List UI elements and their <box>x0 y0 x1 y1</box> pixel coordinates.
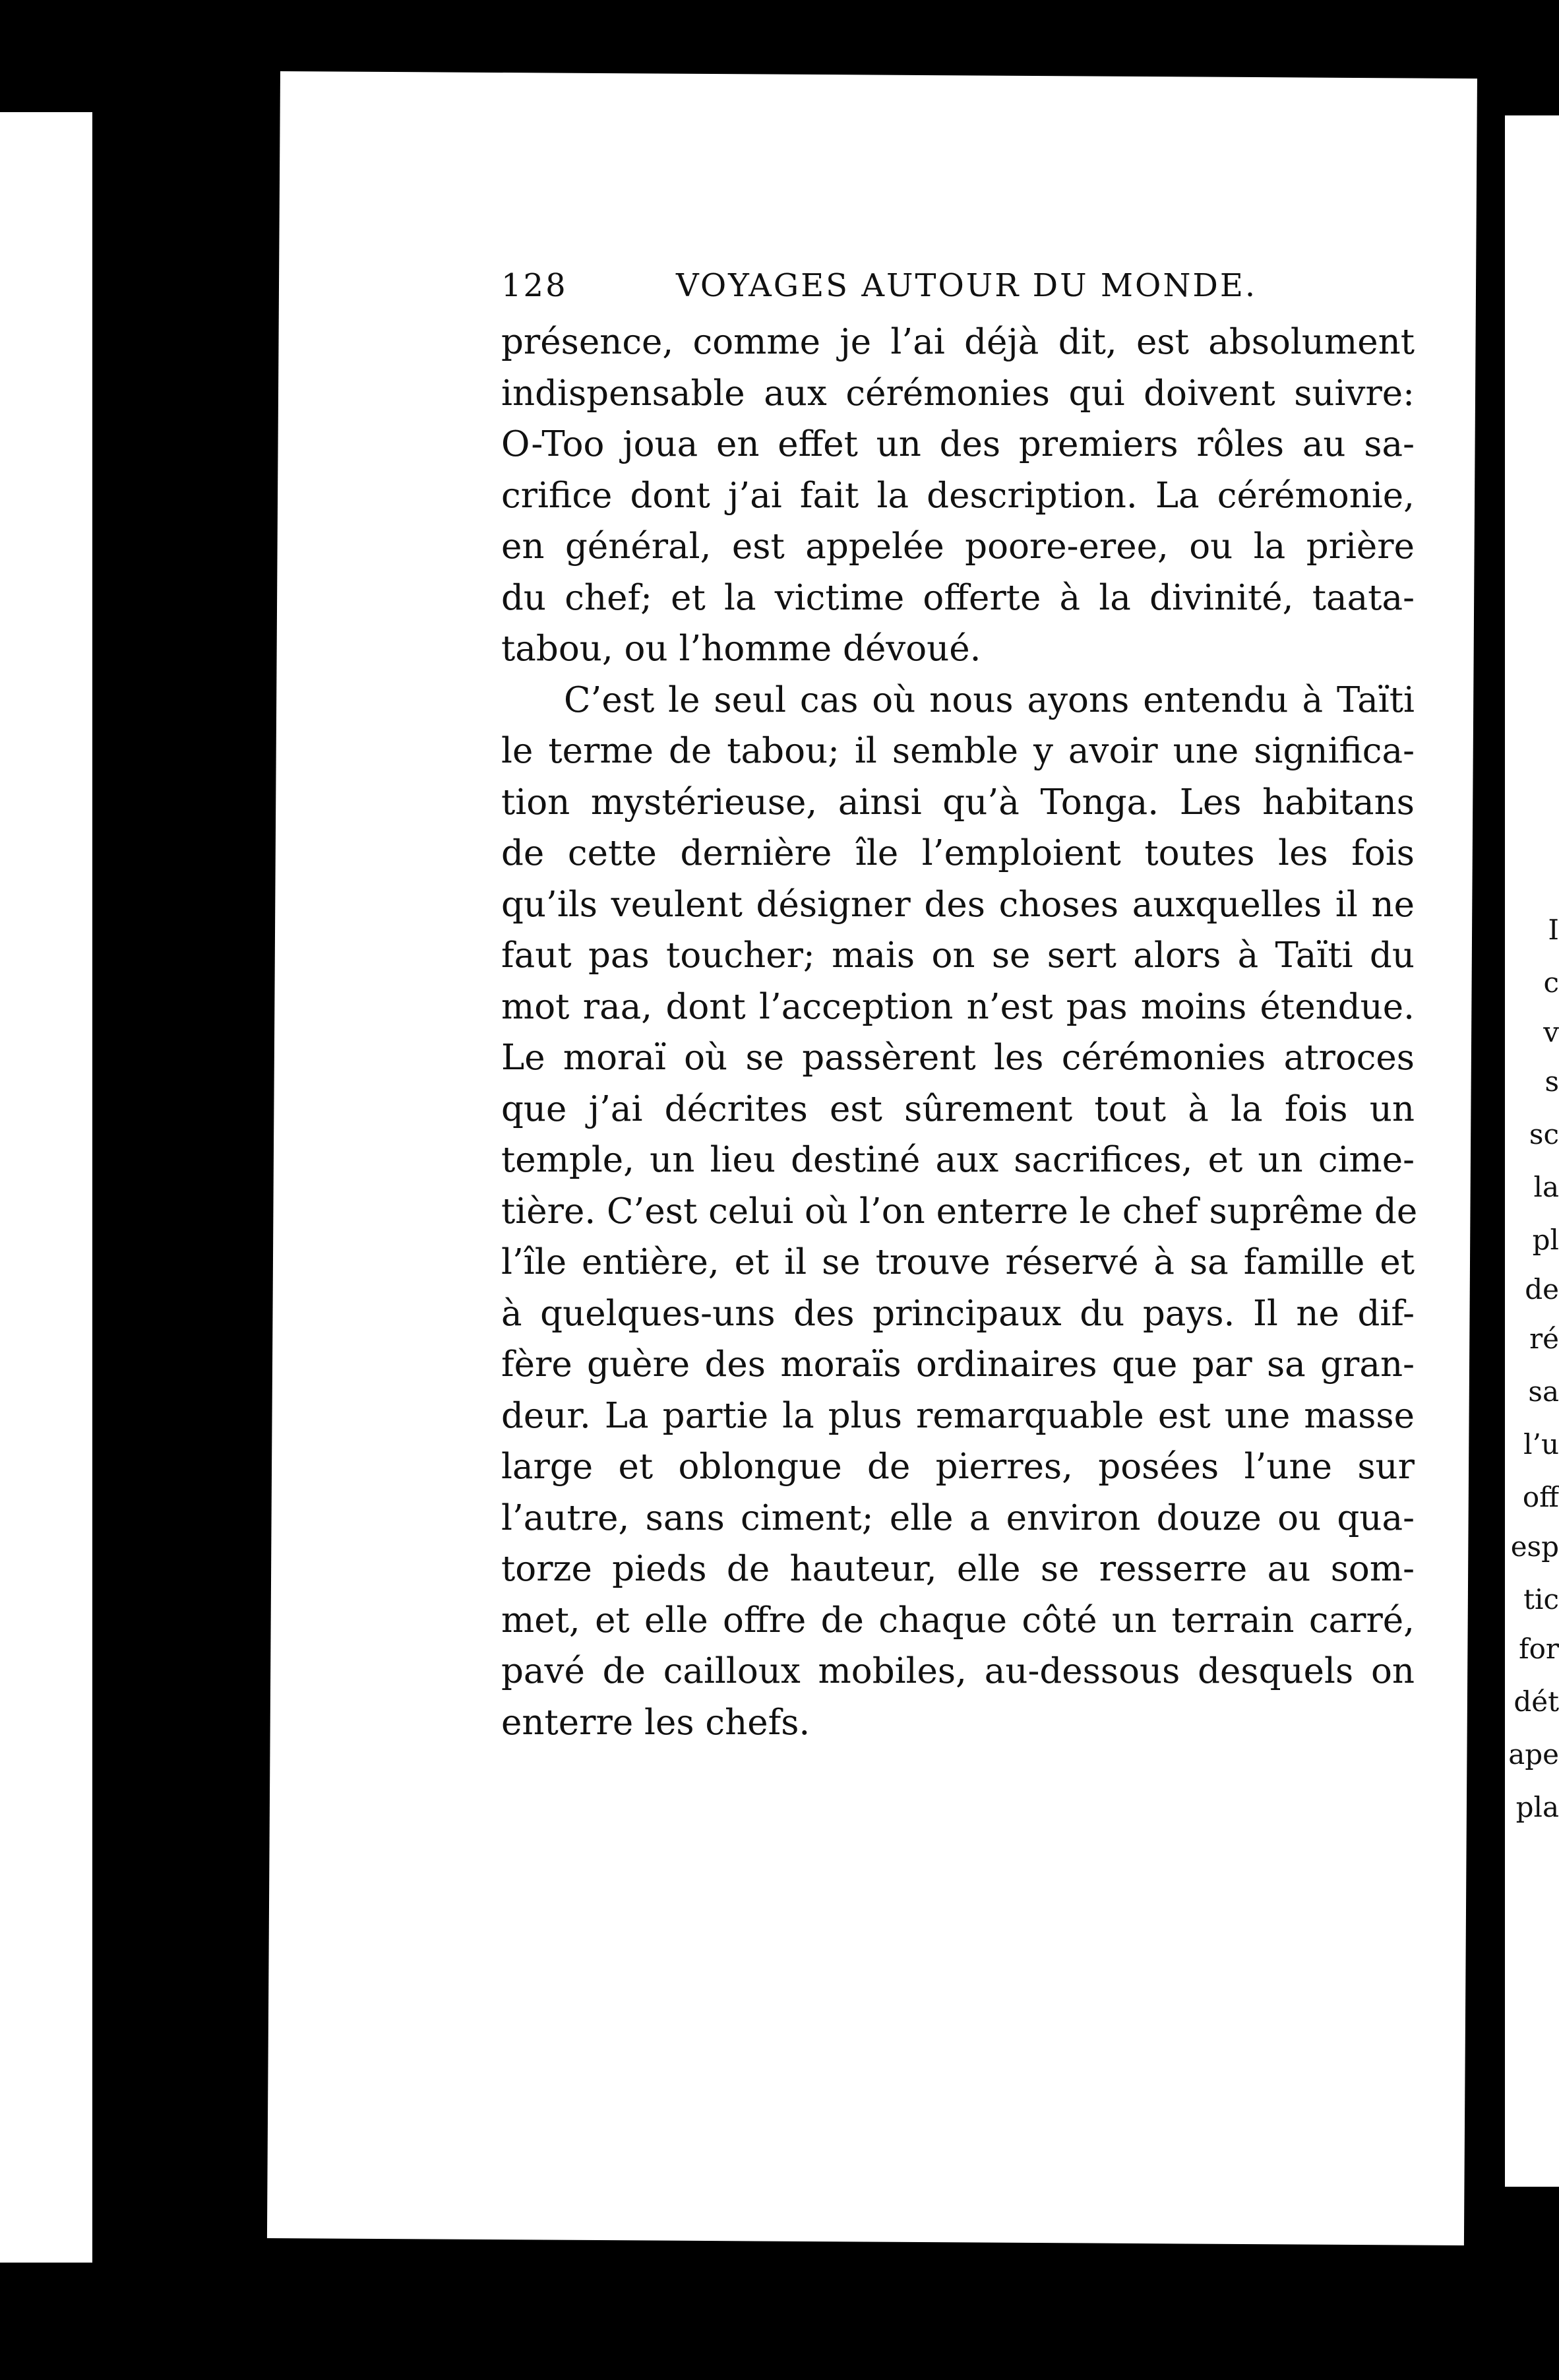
text-line: l’autre, sans ciment; elle a environ douze ou qua- <box>501 1497 1415 1538</box>
text-line: faut pas toucher; mais on se sert alors à Taïti du <box>501 935 1415 976</box>
previous-page-edge <box>0 112 92 2263</box>
text-line: tière. C’est celui où l’on enterre le chef suprême de <box>501 1191 1418 1232</box>
next-page-fragment: off <box>1522 1481 1559 1513</box>
text-line: indispensable aux cérémonies qui doivent suivre: <box>501 373 1415 414</box>
text-line: présence, comme je l’ai déjà dit, est absolument <box>501 322 1415 362</box>
text-line: large et oblongue de pierres, posées l’une sur <box>501 1447 1415 1487</box>
page-number: 128 <box>501 267 568 304</box>
next-page-fragment: la <box>1533 1171 1559 1203</box>
next-page-fragment: de <box>1525 1273 1559 1305</box>
next-page-fragment: sc <box>1529 1118 1559 1150</box>
text-line: tabou, ou l’homme dévoué. <box>501 629 981 669</box>
text-line: tion mystérieuse, ainsi qu’à Tonga. Les habitans <box>501 782 1415 823</box>
next-page-fragment: s <box>1544 1065 1559 1098</box>
next-page-fragment: pl <box>1532 1224 1559 1256</box>
next-page-fragment: for <box>1519 1633 1559 1665</box>
text-line: l’île entière, et il se trouve réservé à sa famille et <box>501 1242 1415 1282</box>
text-line: met, et elle offre de chaque côté un terrain carré, <box>501 1600 1415 1641</box>
text-line: mot raa, dont l’acception n’est pas moins étendue. <box>501 986 1415 1027</box>
text-line: C’est le seul cas où nous ayons entendu à Taïti <box>564 679 1415 720</box>
text-line: Le moraï où se passèrent les cérémonies atroces <box>501 1038 1415 1078</box>
text-line: que j’ai décrites est sûrement tout à la fois un <box>501 1088 1415 1129</box>
next-page-fragment: ape <box>1508 1738 1559 1770</box>
text-line: en général, est appelée poore-eree, ou la prière <box>501 526 1415 567</box>
next-page-fragment: v <box>1543 1016 1559 1048</box>
next-page-edge <box>1505 115 1559 2187</box>
running-header <box>501 267 1293 304</box>
next-page-fragment: pla <box>1515 1791 1559 1823</box>
running-title: VOYAGES AUTOUR DU MONDE. <box>676 267 1258 304</box>
next-page-fragment: tic <box>1523 1583 1559 1615</box>
text-line: qu’ils veulent désigner des choses auxquelles il ne <box>501 884 1415 925</box>
text-line: le terme de tabou; il semble y avoir une significa- <box>501 731 1415 771</box>
text-line: enterre les chefs. <box>501 1702 810 1743</box>
next-page-fragment: I <box>1548 914 1559 946</box>
next-page-fragment: sa <box>1528 1375 1559 1408</box>
text-line: pavé de cailloux mobiles, au-dessous desquels on <box>501 1651 1415 1691</box>
text-line: crifice dont j’ai fait la description. La cérémonie, <box>501 475 1415 516</box>
text-line: temple, un lieu destiné aux sacrifices, et un cime- <box>501 1140 1415 1180</box>
text-line: O-Too joua en effet un des premiers rôles au sa- <box>501 424 1415 464</box>
body-text <box>501 317 1418 1748</box>
next-page-fragment: l’u <box>1523 1428 1559 1460</box>
text-line: du chef; et la victime offerte à la divinité, taata- <box>501 577 1415 618</box>
next-page-fragment: dét <box>1513 1685 1559 1718</box>
text-line: de cette dernière île l’emploient toutes les fois <box>501 833 1415 873</box>
text-line: à quelques-uns des principaux du pays. Il ne dif- <box>501 1293 1415 1334</box>
next-page-fragment: esp <box>1510 1530 1559 1563</box>
text-line: deur. La partie la plus remarquable est une masse <box>501 1395 1415 1436</box>
text-line: torze pieds de hauteur, elle se resserre au som- <box>501 1549 1415 1589</box>
text-line: fère guère des moraïs ordinaires que par sa gran- <box>501 1344 1415 1385</box>
next-page-fragment: ré <box>1529 1323 1559 1355</box>
next-page-fragment: c <box>1543 966 1559 999</box>
